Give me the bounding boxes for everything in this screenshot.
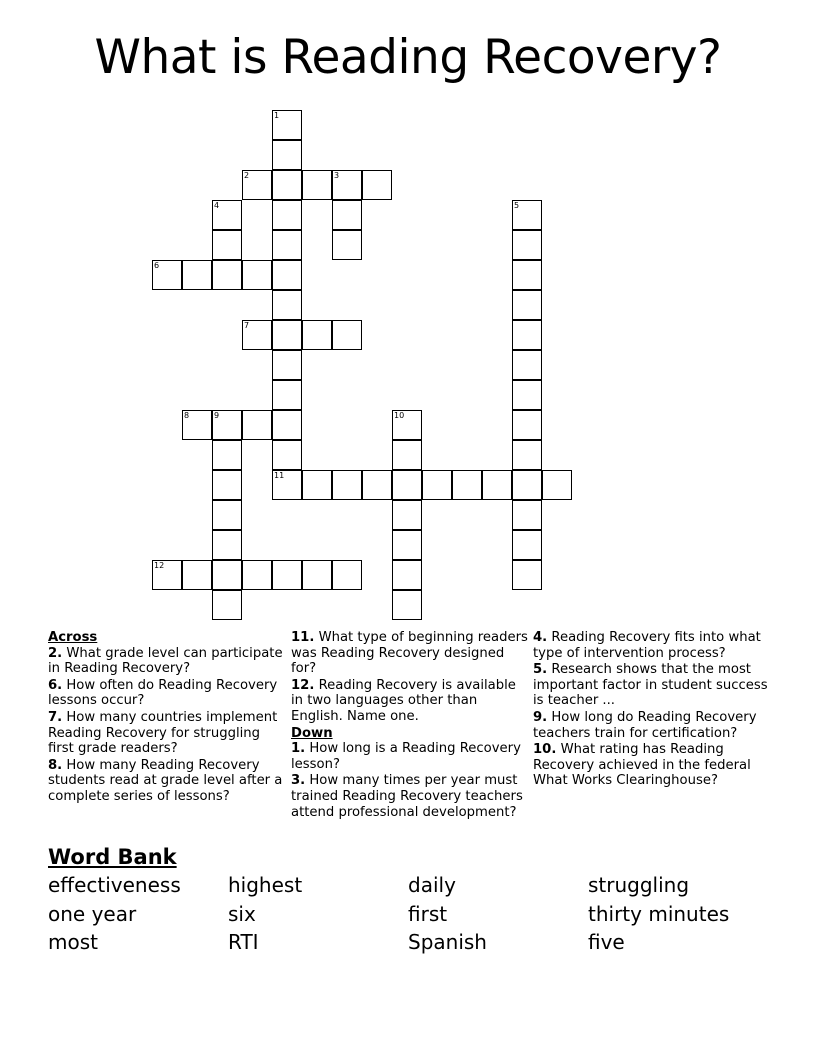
grid-cell[interactable] — [392, 440, 422, 470]
clue-number: 11 — [274, 471, 285, 480]
word-bank-item: highest — [228, 873, 303, 897]
across-heading: Across — [48, 630, 98, 645]
grid-cell[interactable] — [212, 410, 242, 440]
grid-cell[interactable] — [272, 560, 302, 590]
clue-text: What type of beginning readers was Reading Recovery designed for? — [291, 630, 528, 677]
grid-cell[interactable] — [512, 530, 542, 560]
clue — [48, 678, 288, 709]
grid-cell[interactable] — [392, 590, 422, 620]
grid-cell[interactable] — [302, 470, 332, 500]
page-title: What is Reading Recovery? — [94, 30, 722, 85]
clue-number: 9 — [214, 411, 220, 420]
grid-cell[interactable] — [272, 290, 302, 320]
clue — [48, 758, 288, 805]
grid-cell[interactable] — [392, 410, 422, 440]
grid-cell[interactable] — [212, 440, 242, 470]
clue-number: 1. — [291, 741, 306, 757]
clue-number: 10 — [394, 411, 405, 420]
grid-cell[interactable] — [362, 170, 392, 200]
word-bank-item: struggling — [588, 873, 690, 897]
grid-cell[interactable] — [512, 200, 542, 230]
grid-cell[interactable] — [212, 560, 242, 590]
grid-cell[interactable] — [212, 200, 242, 230]
clue — [533, 630, 773, 661]
word-bank-item: RTI — [228, 930, 259, 954]
clue-text: How many countries implement Reading Recovery for struggling first grade readers? — [48, 709, 278, 757]
grid-cell[interactable] — [272, 440, 302, 470]
word-bank-item: thirty minutes — [588, 901, 730, 926]
clue-number: 4 — [214, 201, 220, 210]
grid-cell[interactable] — [512, 410, 542, 440]
clue — [533, 742, 773, 789]
clue-number: 11. — [291, 630, 315, 645]
grid-cell[interactable] — [212, 260, 242, 290]
grid-cell[interactable] — [272, 230, 302, 260]
grid-cell[interactable] — [332, 170, 362, 200]
grid-cell[interactable] — [512, 260, 542, 290]
clue-number: 4. — [533, 630, 548, 645]
grid-cell[interactable] — [212, 530, 242, 560]
clue — [291, 630, 531, 677]
grid-cell[interactable] — [332, 470, 362, 500]
clue-number: 7 — [244, 321, 250, 330]
clue-number: 2. — [48, 645, 63, 661]
grid-cell[interactable] — [332, 200, 362, 230]
grid-cell[interactable] — [242, 560, 272, 590]
clue-text: What rating has Reading Recovery achieved in the federal What Works Clearinghouse? — [533, 742, 751, 789]
grid-cell[interactable] — [272, 110, 302, 140]
clue-number: 5 — [514, 201, 520, 210]
grid-cell[interactable] — [242, 410, 272, 440]
grid-cell[interactable] — [512, 290, 542, 320]
clue-text: Reading Recovery fits into what type of intervention process? — [533, 630, 761, 661]
clues-column-2 — [291, 630, 531, 821]
clue-number: 8 — [184, 411, 190, 420]
grid-cell[interactable] — [332, 230, 362, 260]
word-bank-item: five — [588, 930, 625, 954]
grid-cell[interactable] — [302, 320, 332, 350]
grid-cell[interactable] — [182, 560, 212, 590]
grid-cell[interactable] — [392, 500, 422, 530]
grid-cell[interactable] — [182, 410, 212, 440]
grid-cell[interactable] — [392, 560, 422, 590]
grid-cell[interactable] — [482, 470, 512, 500]
clue-number: 12 — [154, 561, 165, 570]
word-bank-item: first — [408, 901, 448, 926]
grid-cell[interactable] — [512, 560, 542, 590]
word-bank-item: Spanish — [408, 930, 487, 954]
grid-cell[interactable] — [242, 320, 272, 350]
grid-cell[interactable] — [212, 500, 242, 530]
clue-number: 7. — [48, 709, 63, 725]
word-bank-title: Word Bank — [48, 845, 177, 869]
clue — [48, 710, 288, 757]
grid-cell[interactable] — [362, 470, 392, 500]
clue-text: How many Reading Recovery students read at grade level after a complete series of lessons? — [48, 757, 283, 804]
word-bank-item: one year — [48, 901, 137, 926]
grid-cell[interactable] — [452, 470, 482, 500]
grid-cell[interactable] — [272, 170, 302, 200]
grid-cell[interactable] — [332, 320, 362, 350]
grid-cell[interactable] — [272, 350, 302, 380]
clue-number: 6. — [48, 677, 63, 693]
grid-cell[interactable] — [212, 470, 242, 500]
grid-cell[interactable] — [392, 470, 422, 500]
word-bank-item: most — [48, 930, 98, 954]
clue-number: 6 — [154, 261, 160, 270]
clue-text: Research shows that the most important factor in student success is teacher ... — [533, 662, 768, 709]
grid-cell[interactable] — [512, 380, 542, 410]
clue — [291, 678, 531, 725]
clue-text: How long do Reading Recovery teachers train for certification? — [533, 709, 757, 741]
grid-cell[interactable] — [272, 470, 302, 500]
clue-text: What grade level can participate in Reading Recovery? — [48, 645, 283, 677]
clue-number: 5. — [533, 662, 548, 678]
grid-cell[interactable] — [542, 470, 572, 500]
grid-cell[interactable] — [242, 260, 272, 290]
grid-cell[interactable] — [512, 320, 542, 350]
clues-column-3 — [533, 630, 773, 790]
grid-cell[interactable] — [212, 590, 242, 620]
clue — [533, 710, 773, 741]
word-bank-item: daily — [408, 873, 456, 897]
grid-cell[interactable] — [512, 500, 542, 530]
grid-cell[interactable] — [212, 230, 242, 260]
grid-cell[interactable] — [152, 560, 182, 590]
clue — [291, 741, 531, 772]
grid-cell[interactable] — [512, 470, 542, 500]
clue-number: 12. — [291, 677, 315, 693]
grid-cell[interactable] — [272, 140, 302, 170]
grid-cell[interactable] — [272, 380, 302, 410]
word-bank-item: effectiveness — [48, 873, 181, 897]
clue-number: 3. — [291, 773, 306, 789]
down-heading: Down — [291, 725, 333, 741]
clue — [291, 773, 531, 820]
grid-cell[interactable] — [182, 260, 212, 290]
clue-number: 10. — [533, 742, 557, 758]
clue-text: How many times per year must trained Reading Recovery teachers attend professional development? — [291, 773, 523, 820]
grid-cell[interactable] — [272, 410, 302, 440]
clue — [533, 662, 773, 709]
grid-cell[interactable] — [152, 260, 182, 290]
grid-cell[interactable] — [272, 200, 302, 230]
grid-cell[interactable] — [302, 170, 332, 200]
clue — [48, 646, 288, 677]
grid-cell[interactable] — [512, 350, 542, 380]
clue-text: Reading Recovery is available in two languages other than English. Name one. — [291, 677, 516, 724]
clue-text: How often do Reading Recovery lessons occur? — [48, 677, 278, 709]
grid-cell[interactable] — [272, 320, 302, 350]
clue-number: 1 — [274, 111, 280, 120]
grid-cell[interactable] — [512, 230, 542, 260]
grid-cell[interactable] — [422, 470, 452, 500]
clues-column-1 — [48, 630, 288, 806]
clue-number: 9. — [533, 709, 548, 725]
grid-cell[interactable] — [302, 560, 332, 590]
grid-cell[interactable] — [512, 440, 542, 470]
clue-number: 3 — [334, 171, 340, 180]
clue-number: 2 — [244, 171, 250, 180]
grid-cell[interactable] — [332, 560, 362, 590]
clue-text: How long is a Reading Recovery lesson? — [291, 741, 521, 772]
grid-cell[interactable] — [392, 530, 422, 560]
clue-number: 8. — [48, 757, 63, 773]
word-bank-item: six — [228, 901, 256, 926]
grid-cell[interactable] — [272, 260, 302, 290]
grid-cell[interactable] — [242, 170, 272, 200]
